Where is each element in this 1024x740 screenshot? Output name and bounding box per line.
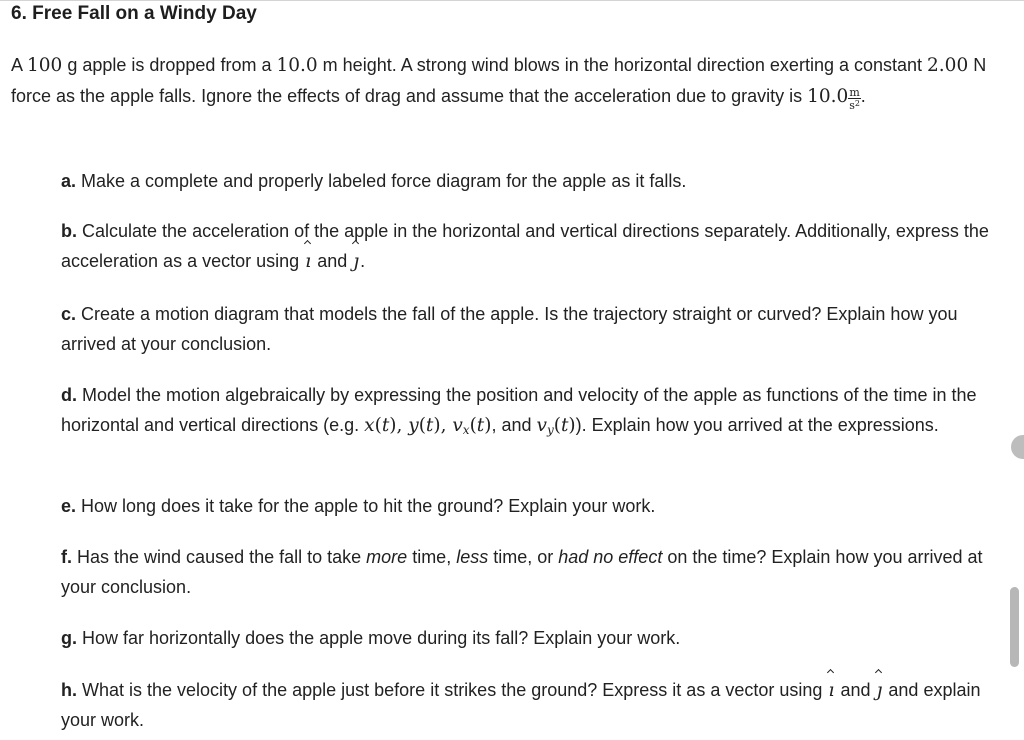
question-letter: e. (61, 496, 77, 516)
question-letter: f. (61, 547, 72, 567)
question-text: ). Explain how you arrived at the expressions. (575, 415, 939, 435)
question-h (61, 675, 1011, 735)
intro-text: A (11, 55, 28, 75)
math-vx-of-t: $v_x(t)$ (452, 415, 492, 437)
question-g (61, 623, 1011, 653)
unit-numerator: m (849, 86, 860, 99)
question-text: and (312, 251, 353, 271)
question-text: . (360, 251, 366, 271)
math-var: t (476, 415, 485, 436)
intro-text: . (860, 86, 866, 106)
unit-vector-j: ȷ (876, 675, 884, 705)
question-e (61, 491, 1011, 521)
math-var: t (381, 415, 390, 436)
math-y-of-t: y(t) (408, 415, 441, 436)
math-subscript: y (546, 423, 554, 437)
question-text: and (835, 680, 876, 700)
question-letter: g. (61, 628, 77, 648)
math-var: v (452, 415, 463, 436)
question-text: How long does it take for the apple to hit the ground? Explain your work. (76, 496, 656, 516)
scrollbar-thumb[interactable] (1010, 587, 1019, 667)
question-d: d. Model the motion algebraically by expressing the position and velocity of the apple as functions of the time in the horizontal and vertical directions (e.g. x(t), y(t), $v_x(t)$, and $v_y(t)$). Explain how you arrived at the expressions. (61, 385, 977, 437)
question-text: Calculate the acceleration of the apple in the horizontal and vertical directions separately. Additionally, express the acceleration as a vector using (61, 221, 989, 271)
question-letter: c. (61, 304, 77, 324)
question-text: on the time? Explain how you arrived at your conclusion. (61, 547, 983, 597)
math-var: t (560, 415, 569, 436)
math-var: v (536, 415, 547, 436)
math-var: x (364, 415, 375, 436)
emphasis-more: more (366, 547, 408, 567)
top-divider (0, 0, 1024, 1)
problem-title: 6. Free Fall on a Windy Day (11, 3, 257, 24)
emphasis-no-effect: had no effect (558, 547, 663, 567)
math-var: t (425, 415, 434, 436)
unit-vector-i: ı (304, 246, 312, 276)
gravity-unit (848, 87, 860, 111)
force-value: 2.00 (927, 55, 969, 76)
emphasis-less: less (456, 547, 489, 567)
question-text: Has the wind caused the fall to take (72, 547, 367, 567)
height-value: 10.0 (276, 55, 318, 76)
question-text: time, or (488, 547, 559, 567)
question-text: Make a complete and properly labeled force diagram for the apple as it falls. (76, 171, 687, 191)
unit-den-exponent: 2 (854, 99, 860, 108)
question-text: time, (407, 547, 457, 567)
scroll-indicator[interactable] (1011, 435, 1024, 459)
math-x-of-t: x(t) (364, 415, 397, 436)
question-letter: h. (61, 680, 77, 700)
question-letter: d. (61, 385, 77, 405)
intro-text: N force as the apple falls. Ignore the effects of drag and assume that the acceleration due to gravity is (11, 55, 987, 106)
math-var: y (408, 415, 419, 436)
unit-denominator (848, 99, 860, 111)
question-c (61, 299, 1011, 359)
unit-vector-i: ı (827, 675, 835, 705)
question-letter: a. (61, 171, 77, 191)
question-text: What is the velocity of the apple just before it strikes the ground? Express it as a vector using (77, 680, 828, 700)
question-a (61, 166, 1011, 196)
math-vy-of-t: $v_y(t)$ (536, 415, 576, 437)
question-letter: b. (61, 221, 77, 241)
problem-statement (11, 50, 1015, 112)
gravity-value: 10.0 (807, 86, 849, 107)
question-b (61, 216, 1011, 276)
question-text: , and (491, 415, 537, 435)
question-text: and explain your work. (61, 680, 981, 730)
question-text: How far horizontally does the apple move during its fall? Explain your work. (77, 628, 681, 648)
unit-den-base: s (849, 99, 855, 112)
intro-text: m height. A strong wind blows in the horizontal direction exerting a constant (317, 55, 928, 75)
question-text: Create a motion diagram that models the fall of the apple. Is the trajectory straight or curved? Explain how you arrived at your conclusion. (61, 304, 958, 354)
unit-vector-j: ȷ (352, 246, 360, 276)
intro-text: g apple is dropped from a (62, 55, 277, 75)
math-subscript: x (462, 423, 470, 437)
question-text: Model the motion algebraically by expressing the position and velocity of the apple as functions of the time in the horizontal and vertical directions (e.g. (61, 385, 977, 435)
mass-value: 100 (27, 55, 63, 76)
question-f (61, 542, 1011, 602)
